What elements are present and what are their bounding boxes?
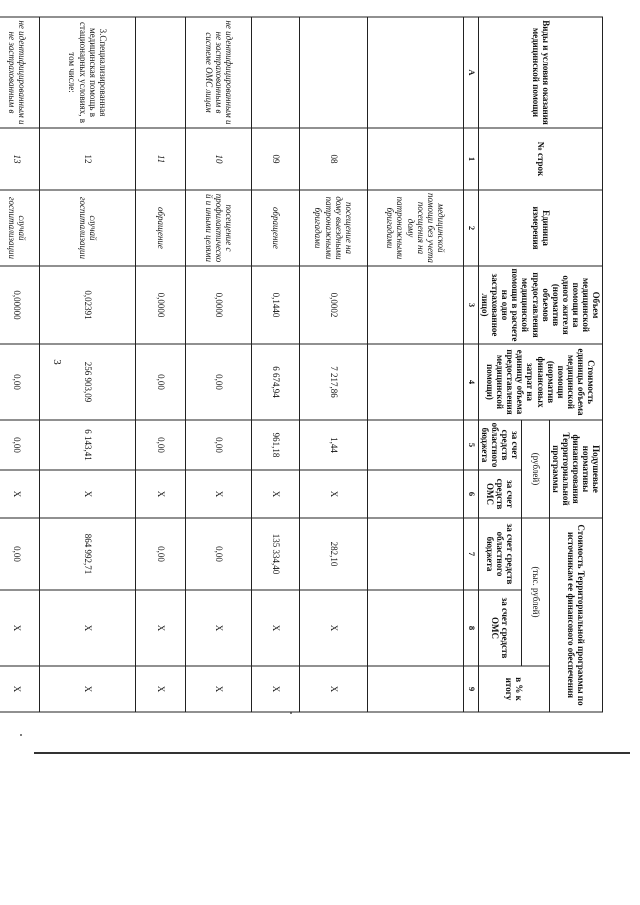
unit-cell: обращение: [136, 190, 186, 266]
unit-cell: случай госпитализации: [0, 190, 40, 266]
horizontal-rule: [34, 752, 630, 754]
header-unit: Единица измерения: [479, 190, 603, 266]
column-number: 6: [464, 470, 479, 518]
row-number-cell: 12: [40, 128, 136, 190]
unit-cost-cell: 6 674,94: [252, 344, 300, 420]
table-row: [0, 17, 40, 712]
per-capita-oms-cell: X: [252, 470, 300, 518]
volume-cell: 0,0000: [136, 266, 186, 344]
per-capita-budget-cell: 0,00: [186, 420, 252, 470]
column-number: 4: [464, 344, 479, 420]
header-per-capita-oms: за счет средств ОМС: [479, 470, 522, 518]
table-row: [186, 17, 252, 712]
cost-budget-cell: [368, 518, 464, 590]
header-unit-cost: Стоимость единицы объема медицинской помощи (норматив финансовых затрат на единицу объема предоставления медицинской помощи): [479, 344, 603, 420]
row-number-cell: 13: [0, 128, 40, 190]
cost-budget-cell: 0,00: [186, 518, 252, 590]
unit-cost-cell: 0,00: [0, 344, 40, 420]
per-capita-budget-cell: 0,00: [136, 420, 186, 470]
scan-dot: [20, 734, 22, 736]
header-per-capita-unit: (рублей): [522, 420, 549, 518]
header-program-cost-unit: (тыс. рублей): [522, 518, 549, 666]
column-number-row: [464, 17, 479, 712]
row-number-cell: 11: [136, 128, 186, 190]
table-row: [40, 17, 136, 712]
unit-cell: медицинской помощи без учета посещения на дому патронажными бригадами: [368, 190, 464, 266]
kind-cell: 3.Специализированная медицинская помощь в стационарных условиях, в том числе:: [40, 17, 136, 128]
volume-cell: 0,1440: [252, 266, 300, 344]
percent-cell: X: [252, 666, 300, 712]
percent-cell: X: [40, 666, 136, 712]
header-row-1: [549, 17, 602, 712]
unit-cell: посещение с профилактическо й и иными целями: [186, 190, 252, 266]
percent-cell: [368, 666, 464, 712]
page-number: 3: [51, 359, 63, 365]
column-number: 1: [464, 128, 479, 190]
volume-cell: 0,02391: [40, 266, 136, 344]
percent-cell: X: [136, 666, 186, 712]
cost-budget-cell: 282,10: [300, 518, 368, 590]
cost-oms-cell: X: [0, 590, 40, 666]
percent-cell: X: [300, 666, 368, 712]
column-number: А: [464, 17, 479, 128]
per-capita-oms-cell: X: [40, 470, 136, 518]
unit-cost-cell: 7 217,86: [300, 344, 368, 420]
cost-oms-cell: [368, 590, 464, 666]
kind-cell: не идентифицированным и не застрахованным в: [0, 17, 40, 128]
kind-cell: не идентифицированным и не застрахованным в системе ОМС лицам: [186, 17, 252, 128]
per-capita-budget-cell: [368, 420, 464, 470]
per-capita-oms-cell: X: [136, 470, 186, 518]
unit-cell: обращение: [252, 190, 300, 266]
per-capita-budget-cell: 1,44: [300, 420, 368, 470]
percent-cell: X: [186, 666, 252, 712]
financing-table: [0, 17, 603, 713]
row-number-cell: [368, 128, 464, 190]
header-kinds: Виды и условия оказания медицинской помощи: [479, 17, 603, 128]
column-number: 9: [464, 666, 479, 712]
row-number-cell: 08: [300, 128, 368, 190]
cost-oms-cell: X: [40, 590, 136, 666]
unit-cost-cell: [368, 344, 464, 420]
header-percent: в % к итогу: [479, 666, 550, 712]
kind-cell: [252, 17, 300, 128]
cost-oms-cell: X: [300, 590, 368, 666]
table-row: [252, 17, 300, 712]
column-number: 5: [464, 420, 479, 470]
cost-oms-cell: X: [252, 590, 300, 666]
cost-budget-cell: 0,00: [136, 518, 186, 590]
row-number-cell: 10: [186, 128, 252, 190]
cost-oms-cell: X: [136, 590, 186, 666]
table-row: [368, 17, 464, 712]
column-number: 2: [464, 190, 479, 266]
per-capita-oms-cell: X: [186, 470, 252, 518]
volume-cell: 0,0000: [186, 266, 252, 344]
cost-budget-cell: 0,00: [0, 518, 40, 590]
column-number: 8: [464, 590, 479, 666]
per-capita-oms-cell: X: [0, 470, 40, 518]
header-cost-budget: за счет средств областного бюджета: [479, 518, 522, 590]
unit-cost-cell: 0,00: [136, 344, 186, 420]
unit-cost-cell: 0,00: [186, 344, 252, 420]
cost-budget-cell: 135 334,40: [252, 518, 300, 590]
per-capita-oms-cell: X: [300, 470, 368, 518]
header-row-number: № строк: [479, 128, 603, 190]
table-row: [300, 17, 368, 712]
header-volume: Объем медицинской помощи на одного жителя (норматив объемов предоставления медицинской помощи в расчете на одно застрахованное лицо): [479, 266, 603, 344]
unit-cost-cell: 256 903,09: [40, 344, 136, 420]
volume-cell: 0,00000: [0, 266, 40, 344]
per-capita-budget-cell: 0,00: [0, 420, 40, 470]
percent-cell: X: [0, 666, 40, 712]
header-per-capita-budget: за счет средств областного бюджета: [479, 420, 522, 470]
row-number-cell: 09: [252, 128, 300, 190]
header-cost-oms: за счет средств ОМС: [479, 590, 522, 666]
volume-cell: 0,0002: [300, 266, 368, 344]
header-per-capita: Подушевые нормативы финансирования Территориальной программы: [549, 420, 602, 518]
per-capita-budget-cell: 6 143,41: [40, 420, 136, 470]
cost-oms-cell: X: [186, 590, 252, 666]
cost-budget-cell: 864 992,71: [40, 518, 136, 590]
volume-cell: [368, 266, 464, 344]
unit-cell: посещение на дому выездными патронажными бригадами: [300, 190, 368, 266]
per-capita-oms-cell: [368, 470, 464, 518]
column-number: 3: [464, 266, 479, 344]
per-capita-budget-cell: 961,18: [252, 420, 300, 470]
table-body: [0, 17, 464, 712]
kind-cell: [300, 17, 368, 128]
column-number: 7: [464, 518, 479, 590]
kind-cell: [136, 17, 186, 128]
kind-cell: [368, 17, 464, 128]
header-program-cost: Стоимость Территориальной программы по источникам ее финансового обеспечения: [549, 518, 602, 712]
unit-cell: случай госпитализации: [40, 190, 136, 266]
scan-dot: [290, 712, 292, 714]
table-row: [136, 17, 186, 712]
rotated-table-container: [6, 17, 603, 712]
